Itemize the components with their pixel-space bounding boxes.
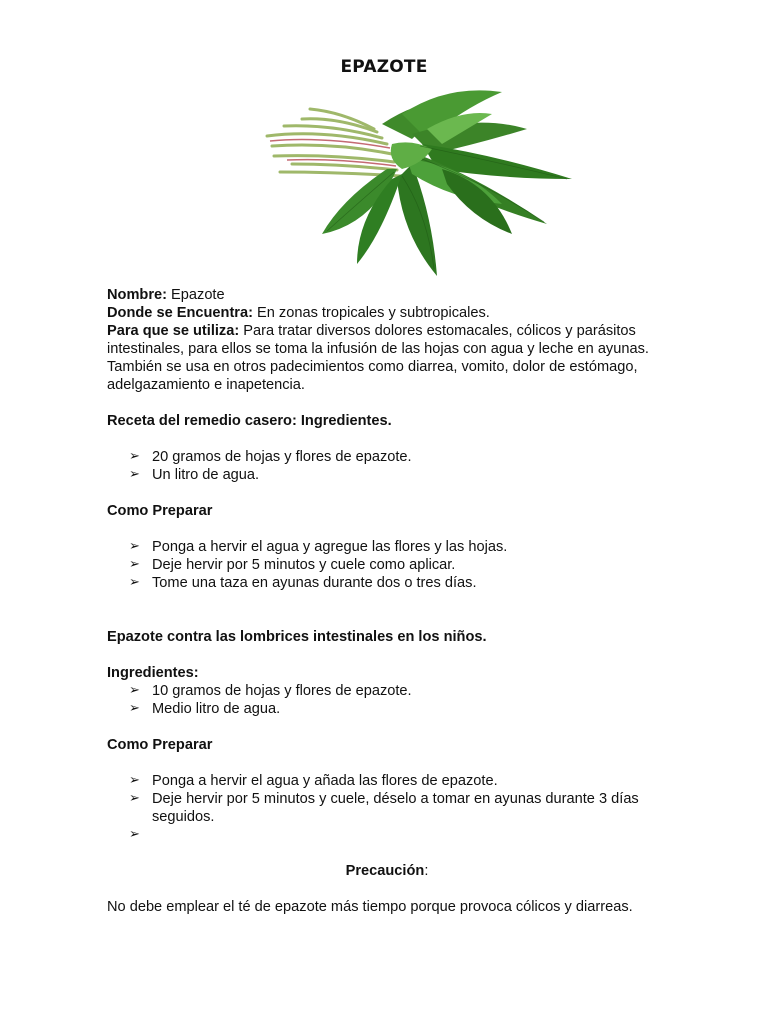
list-item: ➢ Ponga a hervir el agua y añada las flores de epazote.	[129, 772, 667, 790]
list-item: ➢ 10 gramos de hojas y flores de epazote.	[129, 682, 667, 700]
receta1-steps-list	[107, 538, 667, 592]
info-nombre: Nombre: Epazote	[107, 287, 225, 303]
receta2-ingredients-heading: Ingredientes:	[107, 665, 199, 681]
precaucion-heading: Precaución:	[345, 863, 429, 879]
list-item: ➢ Tome una taza en ayunas durante dos o tres días.	[129, 574, 667, 592]
list-item-empty	[129, 826, 667, 844]
receta2-heading: Epazote contra las lombrices intestinales en los niños.	[107, 629, 487, 645]
list-item: ➢ Medio litro de agua.	[129, 700, 667, 718]
info-uso: Para que se utiliza: Para tratar diversos dolores estomacales, cólicos y parásitos intestinales, para ellos se toma la infusión de las hojas con agua y leche en ayunas. También se usa en otros padecimientos como diarrea, vomito, dolor de estómago, adelgazamiento e inapetencia.	[107, 323, 649, 393]
receta1-prep-heading: Como Preparar	[107, 503, 213, 519]
list-item: ➢ Ponga a hervir el agua y agregue las flores y las hojas.	[129, 538, 667, 556]
list-item: ➢ Deje hervir por 5 minutos y cuele, déselo a tomar en ayunas durante 3 días seguidos.	[129, 790, 667, 826]
list-item: ➢ 20 gramos de hojas y flores de epazote.	[129, 448, 667, 466]
precaucion-text: No debe emplear el té de epazote más tiempo porque provoca cólicos y diarreas.	[107, 899, 633, 915]
receta2-steps-list	[107, 772, 667, 844]
document-body	[107, 286, 667, 916]
list-item: ➢ Un litro de agua.	[129, 466, 667, 484]
receta1-heading: Receta del remedio casero: Ingredientes.	[107, 413, 392, 429]
receta2-ingredients-list	[107, 682, 667, 718]
receta2-prep-heading: Como Preparar	[107, 737, 213, 753]
epazote-herb-image	[262, 84, 572, 276]
page-title: EPAZOTE	[340, 57, 428, 77]
info-donde: Donde se Encuentra: En zonas tropicales y subtropicales.	[107, 305, 490, 321]
list-item: ➢ Deje hervir por 5 minutos y cuele como aplicar.	[129, 556, 667, 574]
receta1-ingredients-list	[107, 448, 667, 484]
